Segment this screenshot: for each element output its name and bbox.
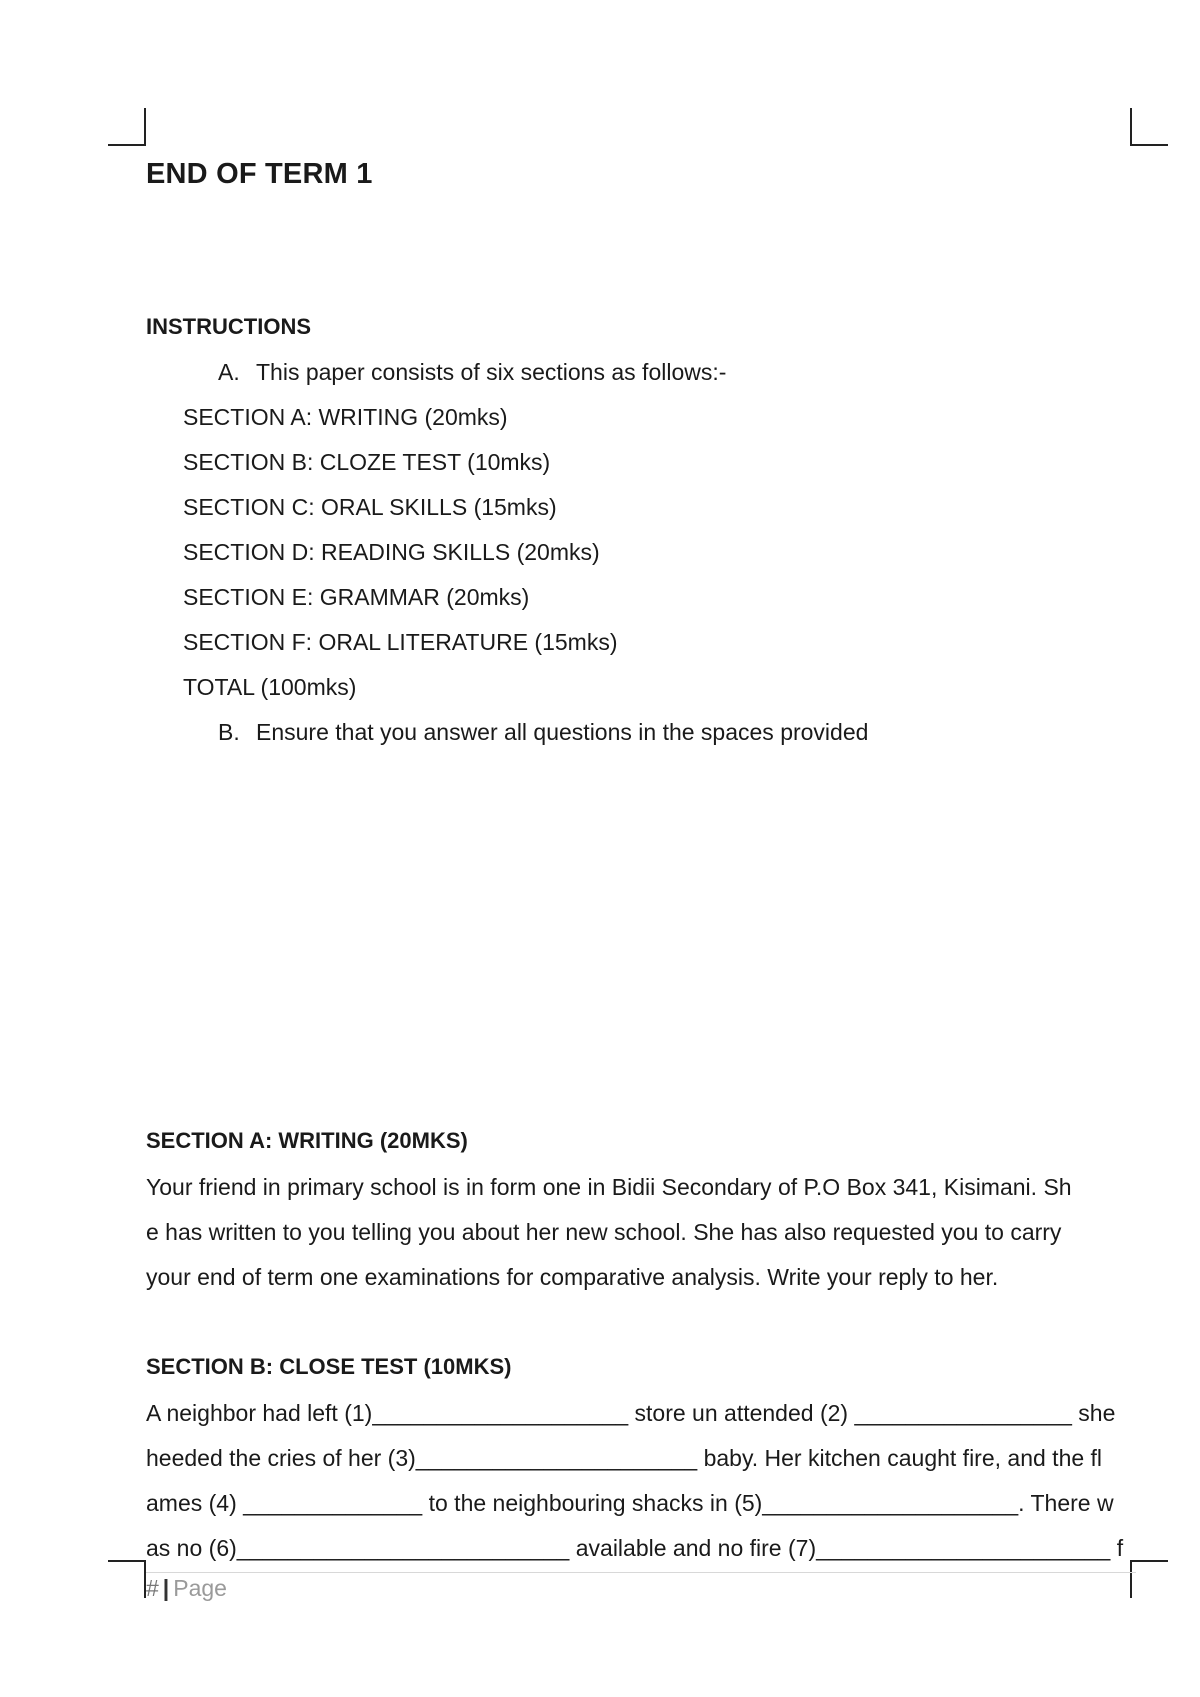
cloze-line: heeded the cries of her (3)______________________ baby. Her kitchen caught fire, and the fl	[146, 1445, 1103, 1471]
crop-mark-bottom-left	[108, 1560, 146, 1598]
crop-mark-top-left	[108, 108, 146, 146]
section-list-item: SECTION F: ORAL LITERATURE (15mks)	[183, 629, 618, 655]
section-a-heading: SECTION A: WRITING (20MKS)	[146, 1128, 468, 1153]
instruction-item-a	[146, 355, 1136, 400]
page-title: END OF TERM 1	[146, 158, 373, 190]
crop-mark-top-right	[1130, 108, 1168, 146]
section-a-prompt	[146, 1165, 1136, 1300]
cloze-line: A neighbor had left (1)____________________ store un attended (2) _________________ she	[146, 1400, 1116, 1426]
page-footer	[146, 1575, 227, 1602]
instruction-text-b: Ensure that you answer all questions in the spaces provided	[256, 719, 869, 745]
cloze-line: as no (6)__________________________ available and no fire (7)_______________________ f	[146, 1535, 1124, 1561]
section-a-line: e has written to you telling you about her new school. She has also requested you to carry	[146, 1219, 1062, 1245]
footer-separator: |	[162, 1575, 170, 1601]
instruction-item-b	[146, 715, 1136, 760]
page-number: #	[146, 1575, 159, 1601]
page-label: Page	[173, 1575, 227, 1601]
section-list-item: SECTION C: ORAL SKILLS (15mks)	[183, 494, 557, 520]
instructions-list	[146, 355, 1136, 760]
section-a-line: Your friend in primary school is in form one in Bidii Secondary of P.O Box 341, Kisimani. Sh	[146, 1174, 1072, 1200]
instruction-text-a: This paper consists of six sections as follows:-	[256, 359, 727, 385]
section-list-item: SECTION A: WRITING (20mks)	[183, 404, 508, 430]
section-list-item: SECTION D: READING SKILLS (20mks)	[183, 539, 600, 565]
cloze-line: ames (4) ______________ to the neighbouring shacks in (5)____________________. There w	[146, 1490, 1114, 1516]
instruction-letter-a: A.	[218, 359, 240, 385]
section-list-item: SECTION E: GRAMMAR (20mks)	[183, 584, 530, 610]
section-b-cloze-passage	[146, 1391, 1136, 1571]
section-list-item: SECTION B: CLOZE TEST (10mks)	[183, 449, 551, 475]
instructions-heading: INSTRUCTIONS	[146, 314, 311, 339]
footer-divider	[146, 1572, 1136, 1573]
instruction-letter-b: B.	[218, 719, 240, 745]
section-b-heading: SECTION B: CLOSE TEST (10MKS)	[146, 1354, 512, 1379]
total-marks: TOTAL (100mks)	[183, 674, 357, 700]
section-a-line: your end of term one examinations for comparative analysis. Write your reply to her.	[146, 1264, 999, 1290]
